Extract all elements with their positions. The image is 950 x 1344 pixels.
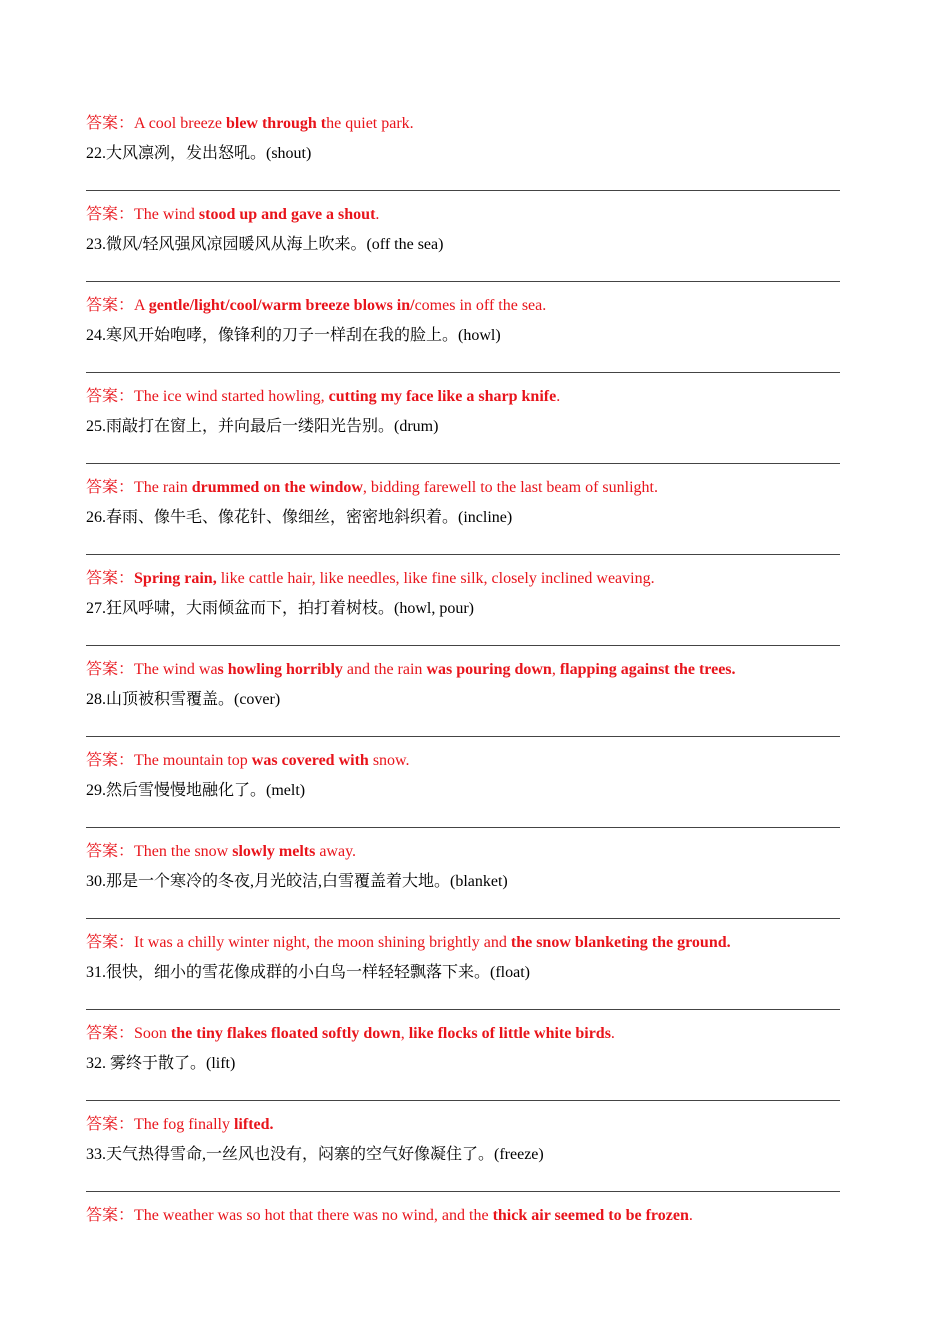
answer-segment: the snow blanketing the ground. <box>510 934 731 951</box>
answer-segment: Spring rain, <box>134 570 217 587</box>
answer-line <box>86 1022 840 1046</box>
answer-segment: the tiny flakes floated softly down <box>170 1025 401 1042</box>
answer-line <box>86 931 840 955</box>
answer-segment: . <box>556 388 561 405</box>
answer-blank-line <box>86 803 840 828</box>
answer-segment: . <box>688 1207 693 1224</box>
answer-segment: thick air seemed to be frozen <box>492 1207 689 1224</box>
answer-segment: It was a chilly winter night, the moon shining brightly and <box>134 934 511 951</box>
answer-prefix: 答案： <box>86 1025 135 1042</box>
answer-segment: The wind wa <box>134 661 218 678</box>
question-text: 25.雨敲打在窗上，并向最后一缕阳光告别。(drum) <box>86 418 439 435</box>
answer-blank-line <box>86 166 840 191</box>
answer-segment: gentle/light/cool/warm breeze blows in/ <box>148 297 415 314</box>
question-text: 28.山顶被积雪覆盖。(cover) <box>86 691 281 708</box>
question-text: 30.那是一个寒冷的冬夜,月光皎洁,白雪覆盖着大地。(blanket) <box>86 873 508 890</box>
answer-segment: he quiet park. <box>326 115 414 132</box>
answer-segment: , bidding farewell to the last beam of sunlight. <box>362 479 658 496</box>
answer-segment: The fog finally <box>134 1116 234 1133</box>
answer-prefix: 答案： <box>86 843 135 860</box>
answer-segment: like cattle hair, like needles, like fine silk, closely inclined weaving. <box>216 570 655 587</box>
answer-prefix: 答案： <box>86 115 135 132</box>
answer-segment: The wind <box>134 206 199 223</box>
answer-segment: lifted. <box>233 1116 274 1133</box>
answer-segment: , <box>400 1025 409 1042</box>
answer-segment: s howling horribly <box>217 661 343 678</box>
answer-segment: slowly melts <box>232 843 316 860</box>
answer-segment: Soon <box>134 1025 171 1042</box>
answer-segment: was pouring down <box>426 661 552 678</box>
answer-line <box>86 294 840 318</box>
answer-segment: flapping against the trees. <box>559 661 736 678</box>
document-body <box>86 112 840 1228</box>
answer-segment: blew through t <box>225 115 327 132</box>
answer-line <box>86 385 840 409</box>
answer-segment: like flocks of little white birds <box>408 1025 611 1042</box>
question-text: 33.天气热得雪命,一丝风也没有，闷寨的空气好像凝住了。(freeze) <box>86 1146 544 1163</box>
answer-blank-line <box>86 530 840 555</box>
answer-blank-line <box>86 621 840 646</box>
answer-blank-line <box>86 1167 840 1192</box>
answer-line <box>86 658 840 682</box>
answer-prefix: 答案： <box>86 752 135 769</box>
answer-segment: Then the snow <box>134 843 233 860</box>
answer-prefix: 答案： <box>86 570 135 587</box>
answer-prefix: 答案： <box>86 388 135 405</box>
answer-segment: drummed on the window <box>191 479 363 496</box>
answer-segment: cutting my face like a sharp knife <box>328 388 557 405</box>
answer-line <box>86 203 840 227</box>
answer-segment: stood up and gave a shout <box>198 206 376 223</box>
answer-segment: A cool breeze <box>134 115 226 132</box>
answer-segment: away. <box>315 843 357 860</box>
answer-segment: was covered with <box>251 752 369 769</box>
question-text: 32. 雾终于散了。(lift) <box>86 1055 236 1072</box>
question-text: 27.狂风呼啸，大雨倾盆而下，拍打着树枝。(howl, pour) <box>86 600 474 617</box>
answer-blank-line <box>86 712 840 737</box>
question-text: 23.微风/轻风强风凉园暖风从海上吹来。(off the sea) <box>86 236 444 253</box>
answer-segment: snow. <box>368 752 410 769</box>
answer-line-21 <box>86 112 840 136</box>
answer-line <box>86 476 840 500</box>
question-text: 22.大风凛冽，发出怒吼。(shout) <box>86 145 312 162</box>
answer-prefix: 答案： <box>86 1116 135 1133</box>
answer-line <box>86 1113 840 1137</box>
answer-segment: comes in off the sea. <box>414 297 547 314</box>
answer-prefix: 答案： <box>86 1207 135 1224</box>
answer-blank-line <box>86 257 840 282</box>
answer-blank-line <box>86 985 840 1010</box>
answer-prefix: 答案： <box>86 661 135 678</box>
answer-blank-line <box>86 348 840 373</box>
answer-blank-line <box>86 894 840 919</box>
answer-segment: A <box>134 297 149 314</box>
question-text: 29.然后雪慢慢地融化了。(melt) <box>86 782 306 799</box>
answer-prefix: 答案： <box>86 934 135 951</box>
answer-segment: . <box>610 1025 615 1042</box>
answer-prefix: 答案： <box>86 206 135 223</box>
answer-segment: , <box>551 661 560 678</box>
exercise-list <box>86 142 840 1228</box>
answer-segment: The weather was so hot that there was no wind, and the <box>134 1207 493 1224</box>
answer-segment: . <box>375 206 380 223</box>
answer-line <box>86 749 840 773</box>
answer-segment: and the rain <box>342 661 427 678</box>
answer-prefix: 答案： <box>86 479 135 496</box>
answer-segment: The ice wind started howling, <box>134 388 329 405</box>
answer-prefix: 答案： <box>86 297 135 314</box>
question-text: 31.很快，细小的雪花像成群的小白鸟一样轻轻飘落下来。(float) <box>86 964 530 981</box>
answer-segment: The rain <box>134 479 192 496</box>
answer-blank-line <box>86 1076 840 1101</box>
question-text: 26.春雨、像牛毛、像花针、像细丝，密密地斜织着。(incline) <box>86 509 513 526</box>
answer-line <box>86 567 840 591</box>
answer-line <box>86 840 840 864</box>
question-text: 24.寒风开始咆哮，像锋利的刀子一样刮在我的脸上。(howl) <box>86 327 501 344</box>
answer-line <box>86 1204 840 1228</box>
answer-blank-line <box>86 439 840 464</box>
answer-segment: The mountain top <box>134 752 252 769</box>
